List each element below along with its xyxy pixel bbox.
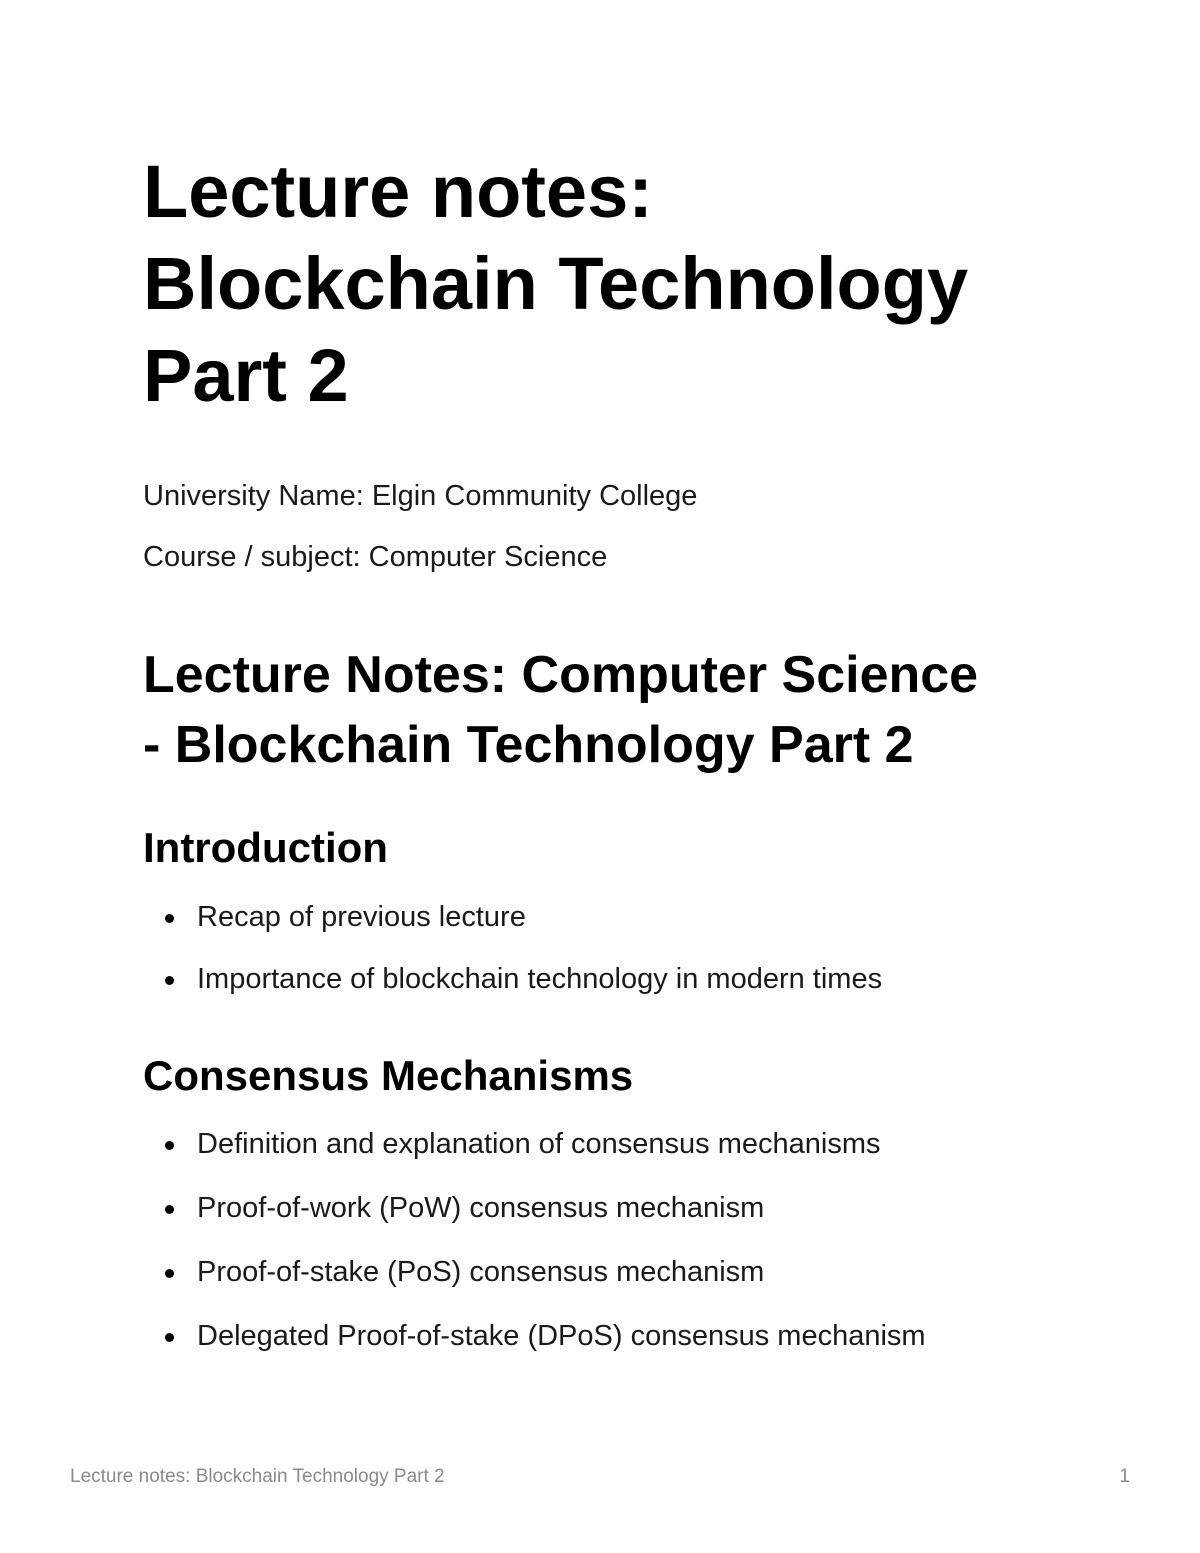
document-title-line: Part 2 bbox=[143, 334, 349, 417]
list-item bbox=[143, 1318, 926, 1354]
list-item bbox=[143, 899, 882, 935]
bullet-icon bbox=[165, 976, 174, 985]
introduction-list bbox=[143, 899, 882, 1023]
bullet-icon bbox=[165, 1141, 174, 1150]
list-item-text: Delegated Proof-of-stake (DPoS) consensus mechanism bbox=[197, 1320, 926, 1352]
bullet-icon bbox=[165, 1269, 174, 1278]
document-title-line: Blockchain Technology bbox=[143, 242, 969, 325]
page-footer bbox=[70, 1465, 1130, 1489]
list-item bbox=[143, 1190, 926, 1226]
list-item-text: Proof-of-work (PoW) consensus mechanism bbox=[197, 1192, 765, 1224]
list-item bbox=[143, 1126, 926, 1162]
bullet-icon bbox=[165, 1333, 174, 1342]
list-item-text: Importance of blockchain technology in modern times bbox=[197, 963, 883, 995]
introduction-heading: Introduction bbox=[143, 824, 388, 871]
list-item-text: Proof-of-stake (PoS) consensus mechanism bbox=[197, 1256, 765, 1288]
bullet-icon bbox=[165, 1205, 174, 1214]
document-title-line: Lecture notes: bbox=[143, 150, 653, 233]
footer-title: Lecture notes: Blockchain Technology Part 2 bbox=[70, 1466, 445, 1487]
lecture-heading-line: Lecture Notes: Computer Science bbox=[143, 646, 979, 704]
document-title bbox=[143, 146, 968, 422]
consensus-mechanisms-heading: Consensus Mechanisms bbox=[143, 1052, 634, 1099]
lecture-heading-line: - Blockchain Technology Part 2 bbox=[143, 716, 914, 774]
list-item bbox=[143, 961, 882, 997]
course-subject: Course / subject: Computer Science bbox=[143, 541, 608, 573]
list-item-text: Definition and explanation of consensus mechanisms bbox=[197, 1128, 881, 1160]
page-number: 1 bbox=[1119, 1466, 1130, 1487]
bullet-icon bbox=[165, 914, 174, 923]
consensus-mechanisms-list bbox=[143, 1126, 926, 1382]
list-item bbox=[143, 1254, 926, 1290]
lecture-heading bbox=[143, 640, 978, 780]
university-name: University Name: Elgin Community College bbox=[143, 480, 698, 512]
list-item-text: Recap of previous lecture bbox=[197, 901, 526, 933]
